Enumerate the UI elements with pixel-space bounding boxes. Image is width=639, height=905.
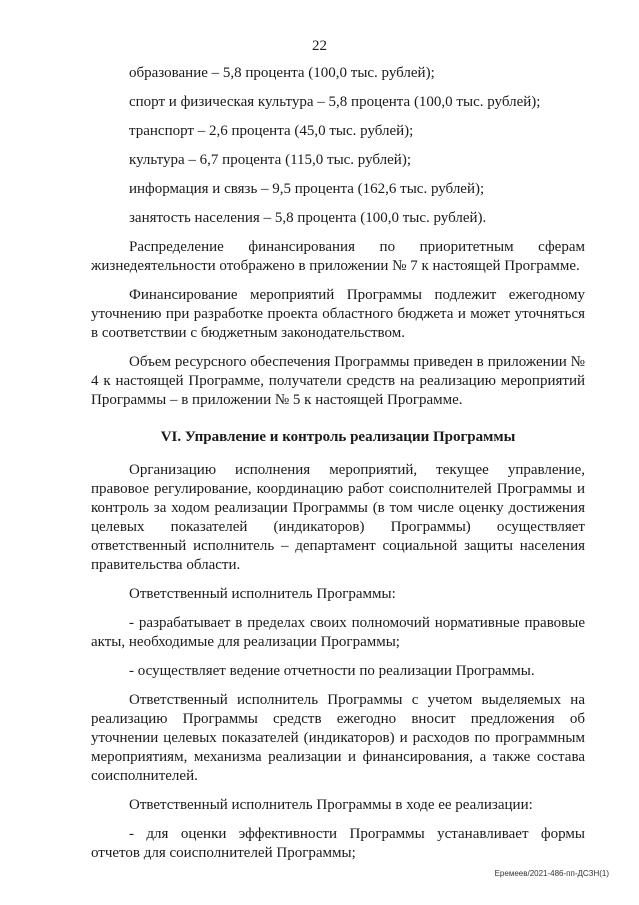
paragraph: - для оценки эффективности Программы устанавливает формы отчетов для соисполнителей Программы; <box>91 826 585 861</box>
list-item: образование – 5,8 процента (100,0 тыс. рублей); <box>129 65 435 81</box>
paragraph: Финансирование мероприятий Программы подлежит ежегодному уточнению при разработке проекта областного бюджета и может уточняться в соответствии с бюджетным законодательством. <box>91 287 585 341</box>
document-body <box>91 64 585 873</box>
list-item: культура – 6,7 процента (115,0 тыс. рублей); <box>129 152 411 168</box>
paragraph: Ответственный исполнитель Программы в ходе ее реализации: <box>129 797 533 813</box>
section-heading: VI. Управление и контроль реализации Программы <box>160 429 516 445</box>
paragraph: - осуществляет ведение отчетности по реализации Программы. <box>129 663 535 679</box>
list-item: спорт и физическая культура – 5,8 процента (100,0 тыс. рублей); <box>129 94 541 110</box>
list-item: информация и связь – 9,5 процента (162,6 тыс. рублей); <box>129 181 485 197</box>
paragraph: Распределение финансирования по приоритетным сферам жизнедеятельности отображено в приложении № 7 к настоящей Программе. <box>91 239 585 274</box>
paragraph: Объем ресурсного обеспечения Программы приведен в приложении № 4 к настоящей Программе, получатели средств на реализацию мероприятий Программы – в приложении № 5 к настоящей Программе. <box>91 354 585 408</box>
document-code: Еремеев/2021-486-пп-ДСЗН(1) <box>494 869 609 878</box>
paragraph: Ответственный исполнитель Программы с учетом выделяемых на реализацию Программы средств ежегодно вносит предложения об уточнении целевых показателей (индикаторов) и расходов по программным мероприятиям, механизма реализации и финансирования, а также состава соисполнителей. <box>91 692 585 784</box>
paragraph: Организацию исполнения мероприятий, текущее управление, правовое регулирование, координацию работ соисполнителей Программы и контроль за ходом реализации Программы (в том числе оценку достижения целевых показателей (индикаторов) Программы) осуществляет ответственный исполнитель – департамент социальной защиты населения правительства области. <box>91 462 585 573</box>
page-number: 22 <box>312 38 327 54</box>
list-item: занятость населения – 5,8 процента (100,0 тыс. рублей). <box>129 210 487 226</box>
paragraph: - разрабатывает в пределах своих полномочий нормативные правовые акты, необходимые для реализации Программы; <box>91 615 585 650</box>
paragraph: Ответственный исполнитель Программы: <box>129 586 396 602</box>
list-item: транспорт – 2,6 процента (45,0 тыс. рублей); <box>129 123 414 139</box>
